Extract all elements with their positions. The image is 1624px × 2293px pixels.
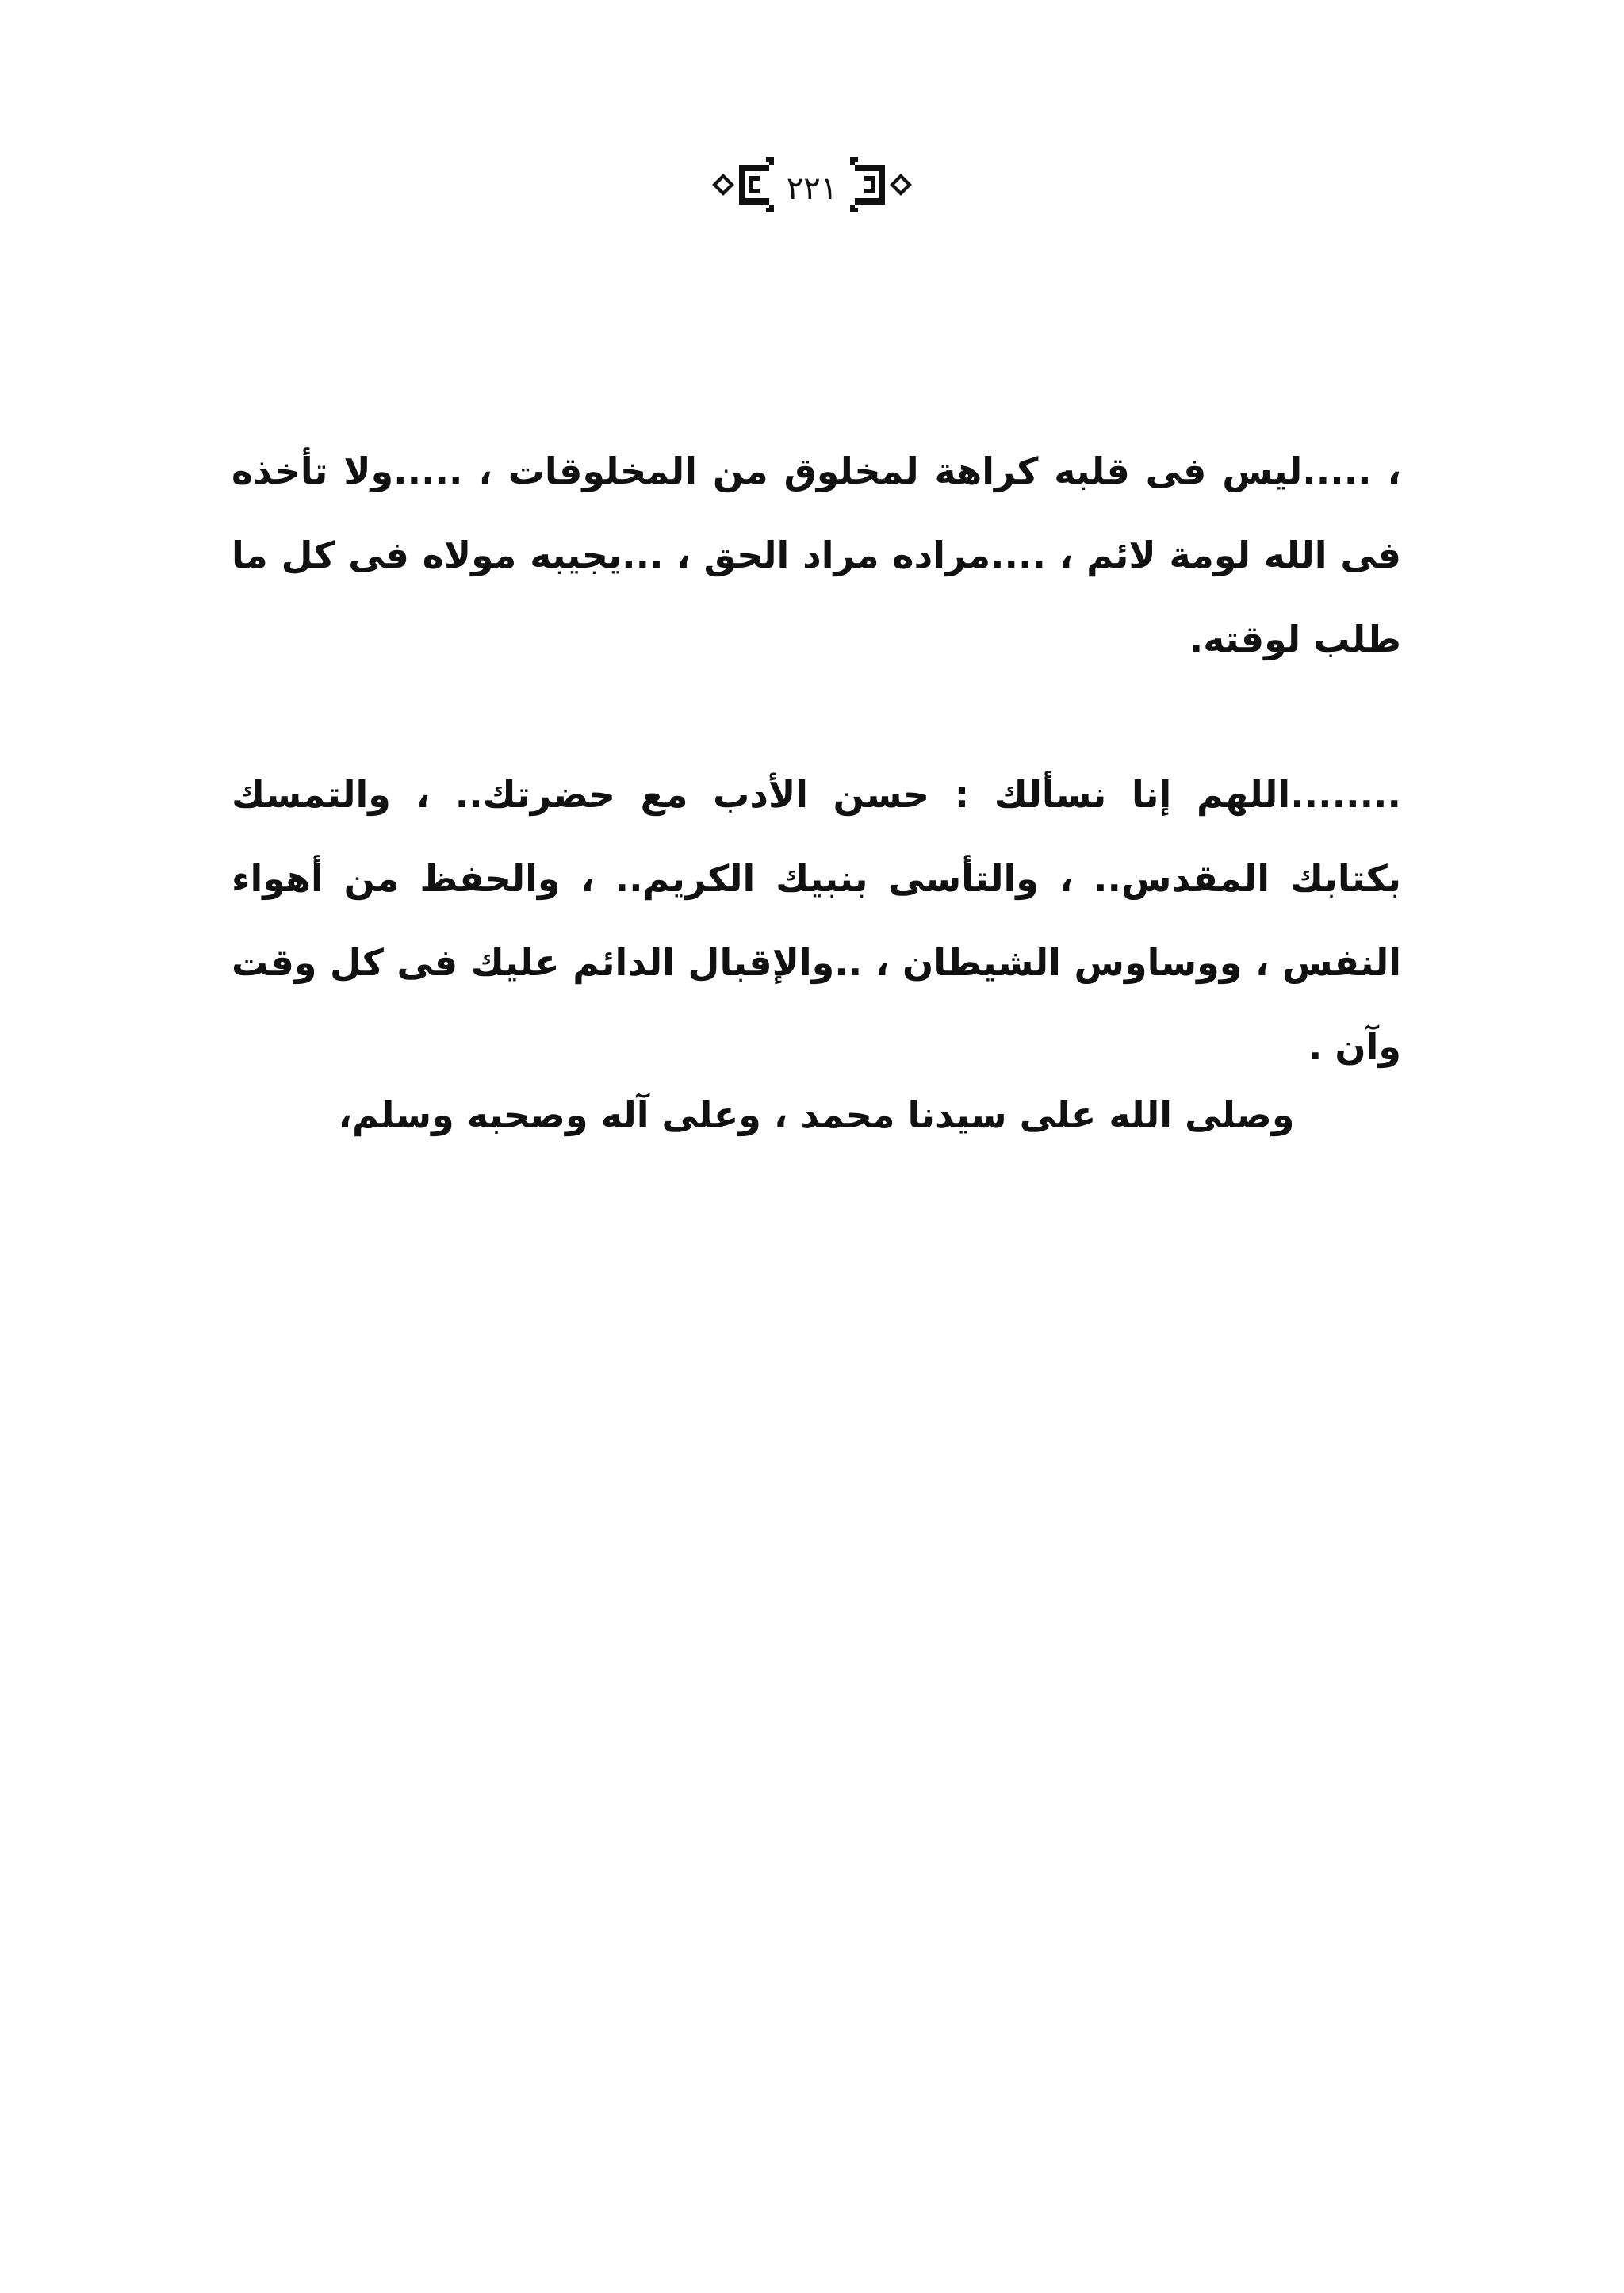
ornament-right-icon [845,149,925,220]
page-number: ٢٢١ [786,170,838,207]
paragraph-1: ، .....ليس فى قلبه كراهة لمخلوق من المخلوقات ، .....ولا تأخذه فى الله لومة لائم ، ....مراده مراد الحق ، ...يجيبه مولاه فى كل ما طلب لوقته. [232,450,1401,660]
closing-line: وصلى الله على سيدنا محمد ، وعلى آله وصحبه وسلم، [338,1093,1295,1136]
ornament-left-icon [699,149,779,220]
page-number-ornament [699,149,925,220]
paragraph-2: ........اللهم إنا نسألك : حسن الأدب مع حضرتك.. ، والتمسك بكتابك المقدس.. ، والتأسى بنبيك الكريم.. ، والحفظ من أهواء النفس ، ووساوس الشيطان ، ..والإقبال الدائم عليك فى كل وقت وآن . [232,773,1401,1068]
page-header [0,141,1624,228]
